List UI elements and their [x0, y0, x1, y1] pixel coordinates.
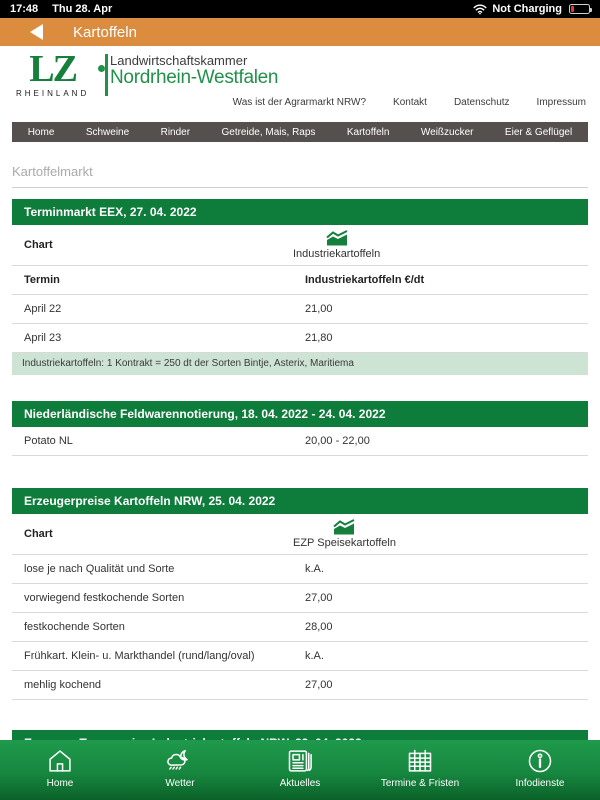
- lwk-logo-line2: Nordrhein-Westfalen: [110, 67, 279, 88]
- table-row: [12, 642, 588, 671]
- wifi-icon: [473, 4, 487, 15]
- tab-label: Termine & Fristen: [380, 778, 460, 789]
- table-row: [12, 613, 588, 642]
- nav-item-schweine[interactable]: Schweine: [85, 126, 130, 138]
- nav-item-home[interactable]: Home: [27, 126, 55, 138]
- table-row: [12, 671, 588, 700]
- back-icon[interactable]: [30, 24, 43, 40]
- tab-termine-fristen[interactable]: [360, 740, 480, 800]
- row-value: 21,00: [305, 303, 333, 315]
- link-agrarmarkt-nrw[interactable]: Was ist der Agrarmarkt NRW?: [232, 97, 367, 108]
- footnote: Industriekartoffeln: 1 Kontrakt = 250 dt der Sorten Bintje, Asterix, Maritiema: [12, 353, 588, 375]
- row-label: Chart: [24, 239, 53, 251]
- battery-status-text: Not Charging: [492, 3, 562, 15]
- tab-label: Wetter: [165, 778, 195, 789]
- page-title: Kartoffelmarkt: [12, 164, 588, 188]
- table-row: [12, 427, 588, 456]
- nav-item-rinder[interactable]: Rinder: [160, 126, 191, 138]
- row-value: 28,00: [305, 621, 333, 633]
- link-datenschutz[interactable]: Datenschutz: [453, 97, 510, 108]
- table-row: [12, 295, 588, 324]
- lz-rheinland-logo: [16, 48, 90, 98]
- column-header: Termin: [24, 274, 60, 286]
- chart-link-ezp-speisekartoffeln[interactable]: [293, 519, 396, 549]
- row-value: k.A.: [305, 650, 324, 662]
- section-erzeugerpreise: [12, 488, 588, 700]
- row-label: Chart: [24, 528, 53, 540]
- nav-item-kartoffeln[interactable]: Kartoffeln: [346, 126, 390, 138]
- calendar-icon: [405, 747, 435, 775]
- site-header: [0, 46, 600, 116]
- column-header: Industriekartoffeln €/dt: [305, 274, 425, 286]
- lwk-logo-line1: Landwirtschaftskammer: [110, 53, 248, 68]
- status-bar: [0, 0, 600, 18]
- section-header: Erzeugerpreise Kartoffeln NRW, 25. 04. 2022: [12, 488, 588, 514]
- row-value: 27,00: [305, 592, 333, 604]
- row-value: 21,80: [305, 332, 333, 344]
- tab-aktuelles[interactable]: [240, 740, 360, 800]
- row-value: 20,00 - 22,00: [305, 435, 370, 447]
- lwk-logo-mark-icon: [98, 53, 108, 97]
- row-label: April 22: [24, 303, 62, 315]
- row-label: Frühkart. Klein- u. Markthandel (rund/lang/oval): [24, 650, 255, 662]
- tab-label: Aktuelles: [279, 778, 321, 789]
- row-value: k.A.: [305, 563, 324, 575]
- header-links: [233, 97, 586, 108]
- home-icon: [45, 747, 75, 775]
- nav-item-getreide-mais-raps[interactable]: Getreide, Mais, Raps: [221, 126, 316, 138]
- row-value: 27,00: [305, 679, 333, 691]
- status-date: Thu 28. Apr: [52, 3, 113, 15]
- row-label: festkochende Sorten: [24, 621, 125, 633]
- table-row-chart: [12, 514, 588, 555]
- row-label: lose je nach Qualität und Sorte: [24, 563, 175, 575]
- section-header: Terminmarkt EEX, 27. 04. 2022: [12, 199, 588, 225]
- section-terminmarkt-eex: [12, 199, 588, 375]
- lz-logo-region: RHEINLAND: [16, 89, 90, 98]
- line-chart-icon: [332, 519, 356, 536]
- app-bar: [0, 18, 600, 46]
- row-label: April 23: [24, 332, 62, 344]
- link-kontakt[interactable]: Kontakt: [393, 97, 427, 108]
- landwirtschaftskammer-logo: [98, 53, 278, 97]
- row-label: mehlig kochend: [24, 679, 102, 691]
- section-feldwarennotierung: [12, 401, 588, 456]
- app-bar-title: Kartoffeln: [73, 23, 137, 41]
- section-header: Niederländische Feldwarennotierung, 18. 04. 2022 - 24. 04. 2022: [12, 401, 588, 427]
- tab-label: Infodienste: [515, 778, 565, 789]
- table-header-row: [12, 266, 588, 295]
- nav-item-weisszucker[interactable]: Weißzucker: [420, 126, 474, 138]
- table-row-chart: [12, 225, 588, 266]
- nav-item-eier-gefluegel[interactable]: Eier & Geflügel: [504, 126, 573, 138]
- newspaper-icon: [285, 747, 315, 775]
- link-impressum[interactable]: Impressum: [536, 97, 586, 108]
- category-nav: [12, 122, 588, 142]
- weather-cloud-moon-icon: [164, 747, 196, 775]
- info-icon: [525, 747, 555, 775]
- tab-infodienste[interactable]: [480, 740, 600, 800]
- bottom-tab-bar: [0, 740, 600, 800]
- lz-logo-initials: LZ: [29, 48, 76, 90]
- table-row: [12, 324, 588, 353]
- row-label: Potato NL: [24, 435, 73, 447]
- line-chart-icon: [325, 230, 349, 247]
- chart-label: Industriekartoffeln: [293, 248, 381, 260]
- row-label: vorwiegend festkochende Sorten: [24, 592, 185, 604]
- chart-link-industriekartoffeln[interactable]: [293, 230, 380, 260]
- tab-home[interactable]: [0, 740, 120, 800]
- status-time: 17:48: [10, 3, 39, 15]
- battery-icon: [569, 4, 590, 14]
- table-row: [12, 555, 588, 584]
- tab-label: Home: [46, 778, 74, 789]
- chart-label: EZP Speisekartoffeln: [293, 537, 396, 549]
- tab-wetter[interactable]: [120, 740, 240, 800]
- table-row: [12, 584, 588, 613]
